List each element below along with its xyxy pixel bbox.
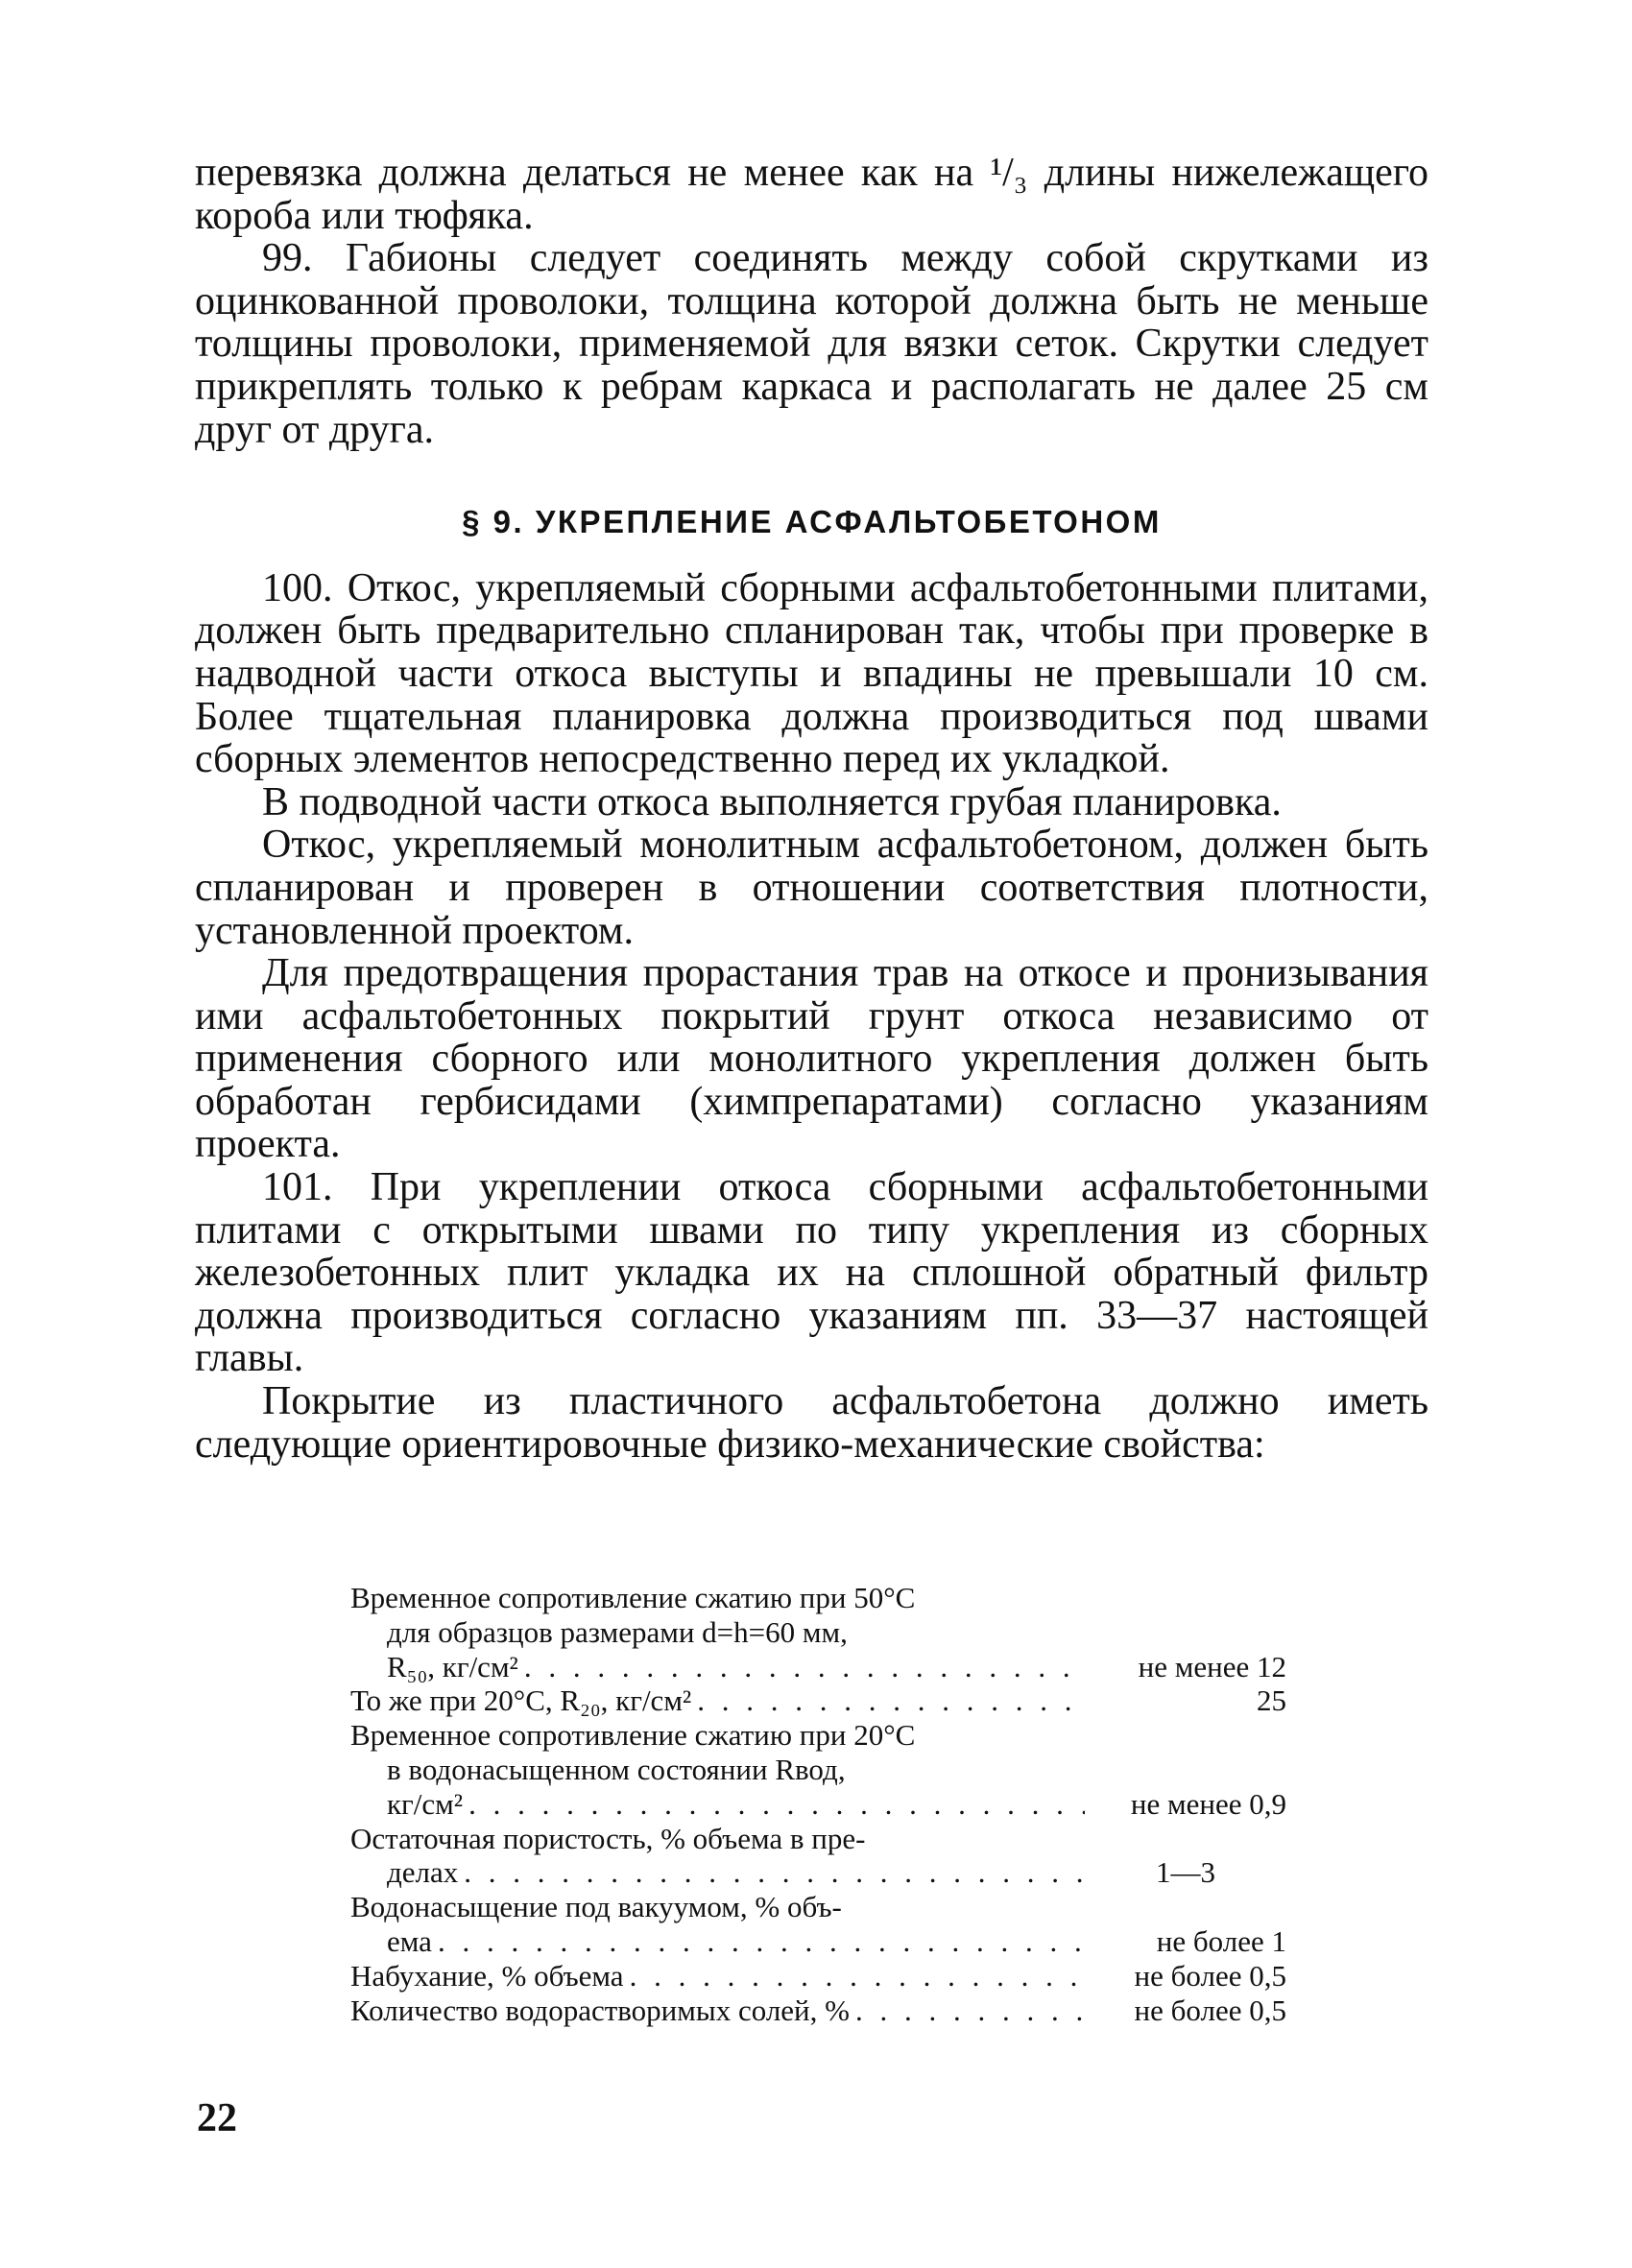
paragraph-100-herbicides: Для предотвращения прорастания трав на откосе и пронизывания ими асфальтобетонных покрытий грунт откоса независимо от применения сборного или монолитного укрепления должен быть обработан гербисидами (химпрепаратами) согласно указаниям проекта. [195,951,1428,1167]
leader-dots [432,1924,1085,1959]
leader-dots [850,1993,1085,2028]
property-text: кг/см² [387,1786,464,1821]
property-text: ема [387,1923,432,1958]
property-value: не менее 12 [1138,1649,1286,1683]
property-value: 25 [1257,1683,1286,1718]
page-number: 22 [197,2096,237,2140]
section-heading: § 9. УКРЕПЛЕНИЕ АСФАЛЬТОБЕТОНОМ [462,504,1162,540]
paragraph-100-monolithic: Откос, укрепляемый монолитным асфальтобетоном, должен быть спланирован и проверен в отношении соответствия плотности, установленной проектом. [195,823,1428,953]
paragraph-99: 99. Габионы следует соединять между собой скрутками из оцинкованной проволоки, толщина которой должна быть не меньше толщины проволоки, применяемой для вязки сеток. Скрутки следует прикреплять только к ребрам каркаса и располагать не далее 25 см друг от друга. [195,236,1428,452]
property-value: не менее 0,9 [1130,1786,1286,1821]
property-text: Набухание, % объема [350,1958,624,1993]
property-item [350,1718,1286,1821]
leader-dots [691,1683,1085,1718]
property-text: R₅₀, кг/см² [387,1649,518,1683]
property-value: не более 1 [1156,1923,1286,1958]
leader-dots [624,1959,1085,1993]
paragraph-100: 100. Откос, укрепляемый сборными асфальтобетонными плитами, должен быть предварительно спланирован так, чтобы при проверке в надводной части откоса выступы и впадины не превышали 10 см. Более тщательная планировка должна производиться под швами сборных элементов непосредственно перед их укладкой. [195,565,1428,782]
property-text: Остаточная пористость, % объема в пре- [350,1821,866,1855]
property-text: делах [387,1855,459,1890]
leader-dots [518,1650,1085,1684]
property-item [350,1959,1286,1993]
paragraph-101: 101. При укреплении откоса сборными асфальтобетонными плитами с открытыми швами по типу укрепления из сборных железобетонных плит укладка их на сплошной обратный фильтр должна производиться согласно указаниям пп. 33—37 настоящей главы. [195,1165,1428,1381]
property-item [350,1581,1286,1683]
property-value: не более 0,5 [1134,1958,1286,1993]
property-text: для образцов размерами d=h=60 мм, [387,1614,848,1649]
property-item [350,1890,1286,1959]
property-item [350,1822,1286,1891]
intro-fragment: перевязка должна делаться не менее как на ¹/₃ длины нижележащего короба или тюфяка. [195,151,1428,238]
property-text: Количество водорастворимых солей, % [350,1993,850,2027]
leader-dots [463,1787,1085,1822]
property-item [350,1683,1286,1718]
property-value: 1—3 [1156,1855,1215,1890]
property-text: в водонасыщенном состоянии Rвод, [387,1752,846,1786]
property-text: Временное сопротивление сжатию при 20°С [350,1718,916,1753]
property-text: Водонасыщение под вакуумом, % объ- [350,1890,842,1924]
property-text: Временное сопротивление сжатию при 50°С [350,1581,916,1614]
paragraph-101-properties-intro: Покрытие из пластичного асфальтобетона должно иметь следующие ориентировочные физико-механические свойства: [195,1379,1428,1467]
paragraph-100-underwater: В подводной части откоса выполняется грубая планировка. [262,779,1282,824]
property-value: не более 0,5 [1134,1993,1286,2027]
properties-list [350,1581,1286,2027]
property-item [350,1993,1286,2028]
property-text: То же при 20°С, R₂₀, кг/см² [350,1683,692,1718]
leader-dots [458,1855,1085,1890]
body-text [195,152,1428,1466]
